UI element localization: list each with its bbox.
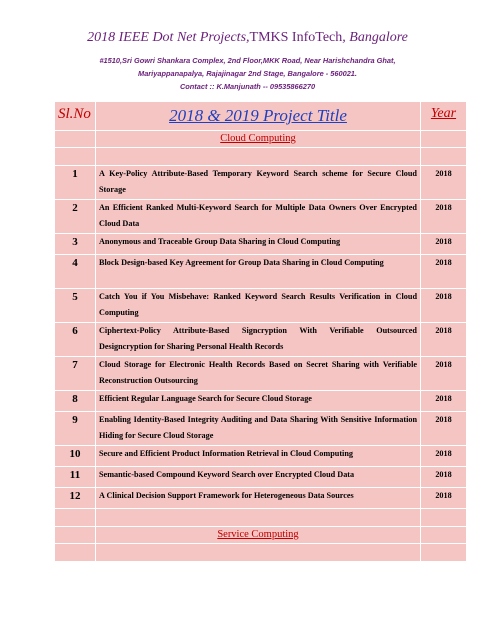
section-cell-empty <box>55 131 96 148</box>
project-title: Anonymous and Traceable Group Data Sharing in Cloud Computing <box>96 234 421 255</box>
blank-row <box>55 544 467 562</box>
section-row-cloud <box>55 131 467 148</box>
project-title: A Key-Policy Attribute-Based Temporary Keyword Search scheme for Secure Cloud Storage <box>96 166 421 200</box>
project-title: Efficient Regular Language Search for Secure Cloud Storage <box>96 391 421 412</box>
table-row <box>55 323 467 357</box>
project-year: 2018 <box>421 391 467 412</box>
project-year: 2018 <box>421 234 467 255</box>
row-number: 3 <box>55 234 96 255</box>
table-row <box>55 289 467 323</box>
section-cell-empty <box>421 527 467 544</box>
table-row <box>55 234 467 255</box>
address-line-2: Mariyappanapalya, Rajajinagar 2nd Stage, Bangalore - 560021. <box>138 69 357 78</box>
project-year: 2018 <box>421 357 467 391</box>
project-year: 2018 <box>421 446 467 467</box>
blank-row <box>55 148 467 166</box>
project-title: Ciphertext-Policy Attribute-Based Signcryption With Verifiable Outsourced Designcryption for Sharing Personal Health Records <box>96 323 421 357</box>
project-year: 2018 <box>421 323 467 357</box>
row-number: 4 <box>55 255 96 289</box>
section-cloud-computing: Cloud Computing <box>96 131 421 148</box>
project-title: Enabling Identity-Based Integrity Auditing and Data Sharing With Sensitive Information Hiding for Secure Cloud Storage <box>96 412 421 446</box>
project-year: 2018 <box>421 488 467 509</box>
project-year: 2018 <box>421 255 467 289</box>
row-number: 5 <box>55 289 96 323</box>
project-year: 2018 <box>421 412 467 446</box>
year-header: Year <box>421 102 467 131</box>
table-row <box>55 255 467 289</box>
section-service-computing: Service Computing <box>96 527 421 544</box>
table-row <box>55 166 467 200</box>
blank-row <box>55 509 467 527</box>
project-year: 2018 <box>421 467 467 488</box>
page-title <box>0 30 495 46</box>
row-number: 2 <box>55 200 96 234</box>
slno-header: Sl.No <box>55 102 96 131</box>
title-header: 2018 & 2019 Project Title <box>96 102 421 131</box>
project-title: Semantic-based Compound Keyword Search over Encrypted Cloud Data <box>96 467 421 488</box>
row-number: 6 <box>55 323 96 357</box>
section-cell-empty <box>421 131 467 148</box>
table-row <box>55 446 467 467</box>
table-row <box>55 488 467 509</box>
table-row <box>55 412 467 446</box>
company-name: TMKS InfoTech <box>249 30 343 45</box>
section-cell-empty <box>55 527 96 544</box>
contact-line: Contact :: K.Manjunath -- 09535866270 <box>179 82 316 91</box>
project-title: Block Design-based Key Agreement for Group Data Sharing in Cloud Computing <box>96 255 421 289</box>
table-row <box>55 467 467 488</box>
project-title: Secure and Efficient Product Information Retrieval in Cloud Computing <box>96 446 421 467</box>
row-number: 10 <box>55 446 96 467</box>
table-row <box>55 200 467 234</box>
row-number: 9 <box>55 412 96 446</box>
title-right: , Bangalore <box>342 30 408 45</box>
project-year: 2018 <box>421 200 467 234</box>
row-number: 8 <box>55 391 96 412</box>
title-left: 2018 IEEE Dot Net Projects, <box>87 30 250 45</box>
table-row <box>55 391 467 412</box>
project-year: 2018 <box>421 289 467 323</box>
row-number: 7 <box>55 357 96 391</box>
address-line-1: #1510,Sri Gowri Shankara Complex, 2nd Floor,MKK Road, Near Harishchandra Ghat, <box>99 56 396 65</box>
table-header-row <box>55 102 467 131</box>
project-year: 2018 <box>421 166 467 200</box>
row-number: 12 <box>55 488 96 509</box>
project-title: An Efficient Ranked Multi-Keyword Search for Multiple Data Owners Over Encrypted Cloud Data <box>96 200 421 234</box>
project-title: Cloud Storage for Electronic Health Records Based on Secret Sharing with Verifiable Reconstruction Outsourcing <box>96 357 421 391</box>
row-number: 11 <box>55 467 96 488</box>
project-table <box>54 101 467 562</box>
project-title: Catch You if You Misbehave: Ranked Keyword Search Results Verification in Cloud Computing <box>96 289 421 323</box>
project-title: A Clinical Decision Support Framework for Heterogeneous Data Sources <box>96 488 421 509</box>
table-row <box>55 357 467 391</box>
section-row-service <box>55 527 467 544</box>
row-number: 1 <box>55 166 96 200</box>
